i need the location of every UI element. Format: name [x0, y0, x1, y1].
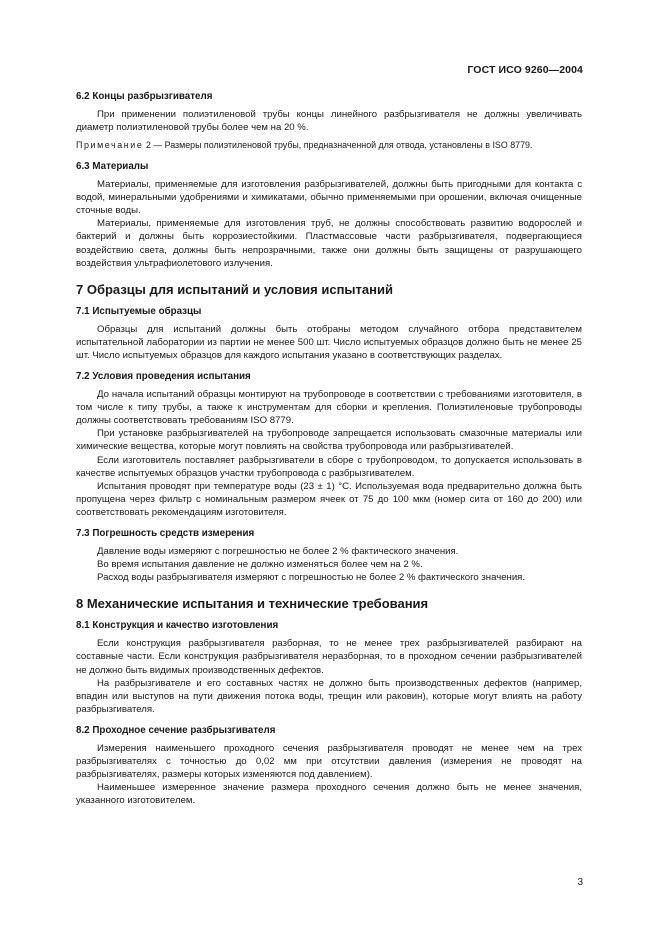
section-8-title: 8 Механические испытания и технические требования — [76, 596, 429, 612]
standard-code-header: ГОСТ ИСО 9260—2004 — [467, 64, 583, 76]
section-8-2-paragraph-2: Наименьшее измеренное значение размера проходного сечения должно быть не менее значения, указанного изготовителем. — [76, 782, 582, 807]
section-6-3-title: 6.3 Материалы — [76, 160, 149, 172]
section-7-2-paragraph-1: До начала испытаний образцы монтируют на трубопроводе в соответствии с требованиями изготовителя, в том числе к типу трубы, а также к инструментам для сборки и крепления. Полиэтиленовые трубопроводы должны соответствовать требованиям ISO 8779. — [76, 388, 582, 427]
page-content — [76, 90, 582, 808]
section-6-2-title: 6.2 Концы разбрызгивателя — [76, 91, 213, 102]
section-8-1-paragraph-2: На разбрызгивателе и его составных частях не должно быть производственных дефектов (например, впадин или выступов на пути движения потока воды, трещин или раковин), которые могут влиять на работу разбрызгивателя. — [76, 677, 582, 716]
section-6-2-note — [76, 139, 582, 151]
section-7-title: 7 Образцы для испытаний и условия испытаний — [76, 282, 393, 298]
section-7-3-paragraph-2: Во время испытания давление не должно изменяться более чем на 2 %. — [97, 558, 423, 570]
section-7-2-title: 7.2 Условия проведения испытания — [76, 370, 251, 382]
section-8-1-title: 8.1 Конструкция и качество изготовления — [76, 620, 279, 632]
section-7-2-paragraph-4: Испытания проводят при температуре воды (23 ± 1) °С. Используемая вода предварительно должна быть пропущена через фильтр с номинальным размером ячеек от 75 до 100 мкм (номер сита от 160 до 200) или соответствовать рекомендациям изготовителя. — [76, 481, 582, 519]
section-6-3-paragraph-2: Материалы, применяемые для изготовления труб, не должны способствовать развитию водорослей и бактерий и должны быть коррозиестойкими. Пластмассовые части разбрызгивателя, подвергающиеся воздействию света, должны быть непрозрачными, также они должны быть защищены от разрушающего воздействия ультрафиолетового излучения. — [76, 218, 582, 269]
section-6-3-paragraph-1: Материалы, применяемые для изготовления разбрызгивателей, должны быть пригодными для контакта с водой, минеральными удобрениями и химикатами, обычно применяемыми при орошении, включая очищенные сточные воды. — [76, 178, 582, 217]
section-8-2-title: 8.2 Проходное сечение разбрызгивателя — [76, 724, 276, 736]
section-7-3-paragraph-3: Расход воды разбрызгивателя измеряют с погрешностью не более 2 % фактического значения. — [97, 572, 526, 584]
section-7-3-paragraph-1: Давление воды измеряют с погрешностью не более 2 % фактического значения. — [97, 545, 459, 557]
note-label: Примечание — [76, 140, 144, 151]
note-text: 2 — Размеры полиэтиленовой трубы, предназначенной для отвода, установлены в ISO 8779. — [143, 140, 533, 151]
section-8-2-paragraph-1: Измерения наименьшего проходного сечения разбрызгивателя проводят не менее чем на трех разбрызгивателях с точностью до 0,02 мм при отсутствии давления (измерения не проводят на разбрызгивателях, размеры которых изменяются под давлением). — [76, 742, 582, 780]
section-7-1-paragraph-1: Образцы для испытаний должны быть отобраны методом случайного отбора представителем испытательной лаборатории из партии не менее 500 шт. Число испытуемых образцов должно быть не менее 25 шт. Число испытуемых образцов для каждого испытания указано в соответствующих разделах. — [76, 324, 582, 362]
section-7-2-paragraph-2: При установке разбрызгивателей на трубопроводе запрещается использовать смазочные материалы или химические вещества, которые могут повлиять на свойства трубопровода или разбрызгивателей. — [76, 428, 582, 453]
section-7-3-title: 7.3 Погрешность средств измерения — [76, 527, 255, 539]
section-7-1-title: 7.1 Испытуемые образцы — [76, 306, 202, 318]
section-6-2-paragraph-1: При применении полиэтиленовой трубы концы линейного разбрызгивателя не должны увеличивать диаметр полиэтиленовой трубы более чем на 20 %. — [76, 109, 582, 134]
section-7-2-paragraph-3: Если изготовитель поставляет разбрызгиватели в сборе с трубопроводом, то допускается использовать в качестве испытуемых образцов участки трубопровода с разбрызгивателем. — [76, 454, 582, 479]
page-number: 3 — [577, 877, 583, 888]
section-8-1-paragraph-1: Если конструкция разбрызгивателя разборная, то не менее трех разбрызгивателей разбирают на составные части. Если конструкция разбрызгивателя неразборная, то в проходном сечении разбрызгивателей не должно быть видимых производственных дефектов. — [76, 638, 582, 676]
